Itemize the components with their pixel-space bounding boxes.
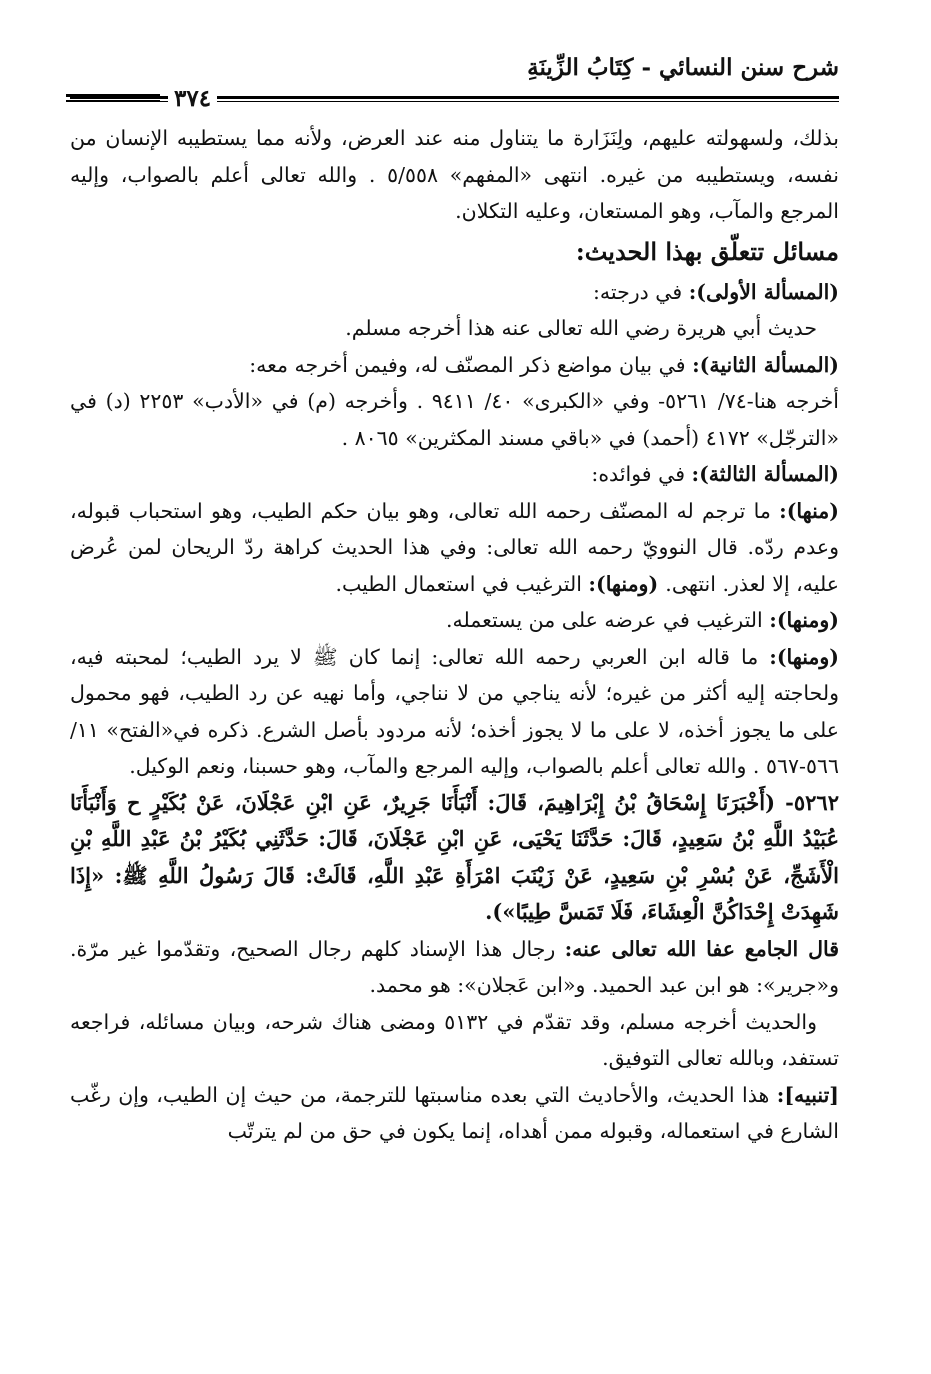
benefit-2-text: الترغيب في استعمال الطيب. (335, 571, 589, 596)
issue-2-text: أخرجه هنا-٧٤/ ٥٢٦١- وفي «الكبرى» ٤٠/ ٩٤١١ . وأخرجه (م) في «الأدب» ٢٢٥٣ (د) في «الترجّل» ٤١٧٢ (أحمد) في «باقي مسند المكثرين» ٨٠٦٥ . (70, 389, 839, 450)
benefit-4 (70, 639, 839, 785)
benefit-1-label: (منها): (779, 498, 839, 523)
benefit-3 (70, 602, 839, 639)
section-heading: مسائل تتعلّق بهذا الحديث: (575, 236, 839, 266)
jami-text: رجال هذا الإسناد كلهم رجال الصحيح، وتقدّموا غير مرّة. و«جرير»: هو ابن عبد الحميد. و«ابن عَجلان»: هو محمد. (70, 936, 839, 997)
page-number-rule (66, 94, 160, 97)
issue-2-title: في بيان مواضع ذكر المصنّف له، وفيمن أخرجه معه: (249, 352, 693, 377)
page-number-rule-lower (66, 100, 160, 102)
takhrij-paragraph: والحديث أخرجه مسلم، وقد تقدّم في ٥١٣٢ ومضى هناك شرحه، وبيان مسائله، فراجعه تستفد، وبالله تعالى التوفيق. (70, 1009, 839, 1070)
book-page (70, 40, 839, 1334)
issue-1-title: في درجته: (592, 279, 689, 304)
issue-1-heading (70, 274, 839, 311)
benefit-2-label: (ومنها): (588, 571, 666, 596)
benefit-3-label: (ومنها): (769, 608, 839, 632)
intro-paragraph: بذلك، ولسهولته عليهم، ولِنَزَارة ما يتناول منه عند العرض، ولأنه مما يستطيبه الإنسان من نفسه، ويستطيبه من غيره. انتهى «المفهم» ٥/٥٥٨ . والله تعالى أعلم بالصواب، وإليه المرجع والمآب، وهو المستعان، وعليه التكلان. (70, 126, 839, 223)
benefit-3-text: الترغيب في عرضه على من يستعمله. (445, 608, 770, 632)
issue-1-label: (المسألة الأولى): (688, 279, 839, 304)
page-number: ٣٧٤ (168, 86, 217, 112)
benefit-4-label: (ومنها): (769, 644, 839, 669)
jami-comment (70, 931, 839, 1004)
note-paragraph (70, 1077, 839, 1150)
benefit-4-text: ما قاله ابن العربي رحمه الله تعالى: إنما كان ﷺ لا يرد الطيب؛ لمحبته فيه، ولحاجته إليه أكثر من غيره؛ لأنه يناجي من لا نناجي، وأما نهيه عن رد الطيب، فهو محمول على ما يجوز أخذه، لا على ما لا يجوز أخذه؛ لأنه مردود بأصل الشرع. ذكره في«الفتح» ١١/ ٥٦٦-٥٦٧ . والله تعالى أعلم بالصواب، وإليه المرجع والمآب، وهو حسبنا، ونعم الوكيل. (70, 644, 839, 778)
page-number-row (66, 86, 839, 112)
jami-label: قال الجامع عفا الله تعالى عنه: (564, 936, 840, 961)
issue-3-heading (70, 456, 839, 493)
page-body (70, 120, 839, 1150)
note-text: هذا الحديث، والأحاديث التي بعده مناسبتها للترجمة، من حيث إن الطيب، وإن رغّب الشارع في استعماله، وقبوله ممن أهداه، إنما يكون في حق من لم يترتّب (70, 1082, 839, 1143)
issue-2-heading (70, 347, 839, 384)
benefit-1-text: ما ترجم له المصنّف رحمه الله تعالى، وهو بيان حكم الطيب، وهو استحباب قبوله، وعدم ردّه. قال النوويّ رحمه الله تعالى: وفي هذا الحديث كراهة ردّ الريحان لمن عُرض عليه، إلا لعذر. انتهى. (70, 498, 839, 596)
note-label: [تنبيه]: (776, 1082, 839, 1107)
running-title: شرح سنن النسائي - كِتَابُ الزِّينَةِ (527, 54, 839, 81)
issue-1-text: حديث أبي هريرة رضي الله تعالى عنه هذا أخرجه مسلم. (345, 316, 817, 340)
issue-3-label: (المسألة الثالثة): (691, 462, 839, 486)
benefit-1 (70, 493, 839, 603)
page-header (70, 40, 839, 112)
hadith-text: ٥٢٦٢- (أَخْبَرَنَا إِسْحَاقُ بْنُ إِبْرَاهِيمَ، قَالَ: أَنْبَأَنَا جَرِيرٌ، عَنِ ابْنِ عَجْلَانَ، عَنْ بُكَيْرٍ ح وَأَنْبَأَنَا عُبَيْدُ اللَّهِ بْنُ سَعِيدٍ، قَالَ: حَدَّثَنَا يَحْيَى، عَنِ ابْنِ عَجْلَانَ، قَالَ: حَدَّثَنِي بُكَيْرُ بْنُ عَبْدِ اللَّهِ بْنِ الْأَشَجِّ، عَنْ بُسْرِ بْنِ سَعِيدٍ، عَنْ زَيْنَبَ امْرَأَةِ عَبْدِ اللَّهِ، قَالَتْ: قَالَ رَسُولُ اللَّهِ ﷺ: «إِذَا شَهِدَتْ إِحْدَاكُنَّ الْعِشَاءَ، فَلَا تَمَسَّ طِيبًا»). (70, 789, 839, 924)
issue-2-label: (المسألة الثانية): (692, 352, 839, 377)
issue-3-title: في فوائده: (591, 462, 692, 486)
